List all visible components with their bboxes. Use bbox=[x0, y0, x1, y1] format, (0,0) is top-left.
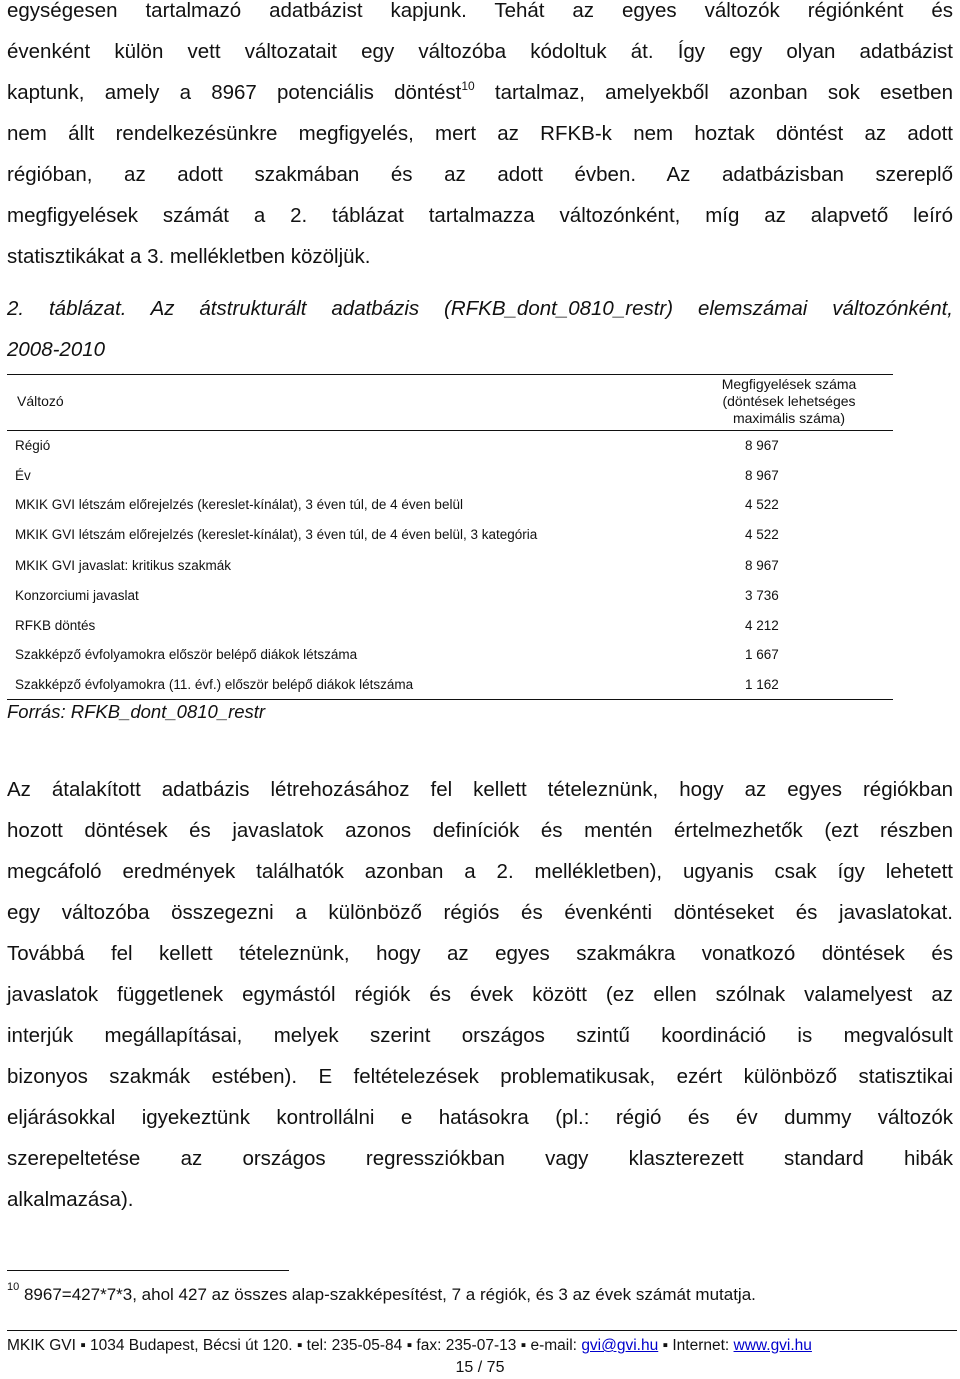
text-line: nem állt rendelkezésünkre megfigyelés, mert az RFKB-k nem hoztak döntést az adott bbox=[7, 122, 953, 145]
text-line: Továbbá fel kellett tételeznünk, hogy az egyes szakmákra vonatkozó döntések és bbox=[7, 942, 953, 965]
text-line: szerepeltetése az országos regressziókban vagy klaszterezett standard hibák bbox=[7, 1147, 953, 1170]
text-line: megcáfoló eredmények találhatók azonban a 2. mellékletben), ugyanis csak így lehetett bbox=[7, 860, 953, 883]
footer-separator bbox=[7, 1330, 957, 1331]
assumptions-paragraph bbox=[7, 769, 953, 1220]
footer-fax: fax: 235-07-13 bbox=[416, 1337, 517, 1354]
text-line: hozott döntések és javaslatok azonos definíciók és mentén értelmezhetők (ezt részben bbox=[7, 819, 953, 842]
table-row bbox=[15, 490, 893, 520]
row-value: 1 162 bbox=[745, 677, 779, 692]
row-label: RFKB döntés bbox=[15, 618, 96, 633]
table-row bbox=[15, 520, 893, 550]
table-row bbox=[15, 461, 893, 491]
row-label: Szakképző évfolyamokra (11. évf.) először belépő diákok létszáma bbox=[15, 677, 414, 692]
footer-address: 1034 Budapest, Bécsi út 120. bbox=[90, 1337, 293, 1354]
footnote-text: 8967=427*7*3, ahol 427 az összes alap-szakképesítést, 7 a régiók, és 3 az évek számát mutatja. bbox=[19, 1285, 756, 1304]
table-top-rule bbox=[7, 374, 893, 375]
table-caption bbox=[7, 288, 953, 370]
text-line: egy változóba összegezni a különböző régiós és évenkénti döntéseket és javaslatokat. bbox=[7, 901, 953, 924]
text-line: Az átalakított adatbázis létrehozásához fel kellett tételeznünk, hogy az egyes régiókban bbox=[7, 778, 953, 801]
row-value: 8 967 bbox=[745, 438, 779, 453]
text-line: egységesen tartalmazó adatbázist kapjunk. Tehát az egyes változók régiónként és bbox=[7, 0, 953, 22]
header-observations: Megfigyelések száma (döntések lehetséges maximális száma) bbox=[721, 376, 857, 426]
footnote-reference[interactable]: 10 bbox=[461, 79, 475, 93]
footer-org: MKIK GVI bbox=[7, 1337, 76, 1354]
row-value: 8 967 bbox=[745, 468, 779, 483]
table-row bbox=[15, 431, 893, 461]
row-label: Konzorciumi javaslat bbox=[15, 588, 139, 603]
table-row bbox=[15, 611, 893, 641]
caption-line: 2008-2010 bbox=[7, 338, 106, 361]
email-link[interactable]: gvi@gvi.hu bbox=[581, 1337, 659, 1354]
row-value: 4 212 bbox=[745, 618, 779, 633]
text-line: bizonyos szakmák estében). E feltételezések problematikusak, ezért különböző statisztikai bbox=[7, 1065, 953, 1088]
caption-line: 2. táblázat. Az átstrukturált adatbázis (RFKB_dont_0810_restr) elemszámai változónként, bbox=[7, 297, 953, 320]
page-number: 15 / 75 bbox=[455, 1359, 505, 1376]
row-label: Régió bbox=[15, 438, 51, 453]
text-line: régióban, az adott szakmában és az adott évben. Az adatbázisban szereplő bbox=[7, 163, 953, 186]
observations-table bbox=[7, 374, 893, 700]
text-line: interjúk megállapításai, melyek szerint országos szintű koordináció is megvalósult bbox=[7, 1024, 953, 1047]
row-label: MKIK GVI létszám előrejelzés (kereslet-kínálat), 3 éven túl, de 4 éven belül, 3 kategória bbox=[15, 527, 538, 542]
text-line: eljárásokkal igyekeztünk kontrollálni e hatásokra (pl.: régió és év dummy változók bbox=[7, 1106, 953, 1129]
header-variable: Változó bbox=[17, 393, 64, 409]
row-value: 8 967 bbox=[745, 558, 779, 573]
text-line: kaptunk, amely a 8967 potenciális döntést$^{10}$ tartalmaz, amelyekből azonban sok esetben bbox=[7, 79, 953, 104]
text-line: javaslatok függetlenek egymástól régiók és évek között (ez ellen szólnak valamelyest az bbox=[7, 983, 953, 1006]
text-line: alkalmazása). bbox=[7, 1188, 134, 1211]
table-row bbox=[15, 640, 893, 670]
text-line: megfigyelések számát a 2. táblázat tartalmazza változónként, míg az alapvető leíró bbox=[7, 204, 953, 227]
footnote-mark: 10 bbox=[7, 1281, 20, 1293]
footer-tel: tel: 235-05-84 bbox=[306, 1337, 403, 1354]
text-line: évenként külön vett változatait egy változóba kódoltuk át. Így egy olyan adatbázist bbox=[7, 40, 953, 63]
row-label: Szakképző évfolyamokra először belépő diákok létszáma bbox=[15, 647, 358, 662]
table-row bbox=[15, 551, 893, 581]
row-label: MKIK GVI javaslat: kritikus szakmák bbox=[15, 558, 232, 573]
row-value: 4 522 bbox=[745, 527, 779, 542]
intro-paragraph bbox=[7, 0, 953, 277]
row-value: 4 522 bbox=[745, 497, 779, 512]
footnote-separator bbox=[7, 1270, 289, 1271]
website-link[interactable]: www.gvi.hu bbox=[733, 1337, 812, 1354]
row-value: 1 667 bbox=[745, 647, 779, 662]
table-row bbox=[15, 581, 893, 611]
row-label: Év bbox=[15, 468, 31, 483]
footnote bbox=[7, 1280, 756, 1310]
row-value: 3 736 bbox=[745, 588, 779, 603]
row-label: MKIK GVI létszám előrejelzés (kereslet-kínálat), 3 éven túl, de 4 éven belül bbox=[15, 497, 463, 512]
table-source: Forrás: RFKB_dont_0810_restr bbox=[7, 701, 266, 722]
table-row bbox=[15, 670, 893, 700]
text-line: statisztikákat a 3. mellékletben közöljük. bbox=[7, 245, 371, 268]
page-footer: MKIK GVI ▪ 1034 Budapest, Bécsi út 120. ▪ tel: 235-05-84 ▪ fax: 235-07-13 ▪ e-mail: gvi@gvi.hu ▪ Internet: www.gvi.hu bbox=[7, 1337, 812, 1354]
